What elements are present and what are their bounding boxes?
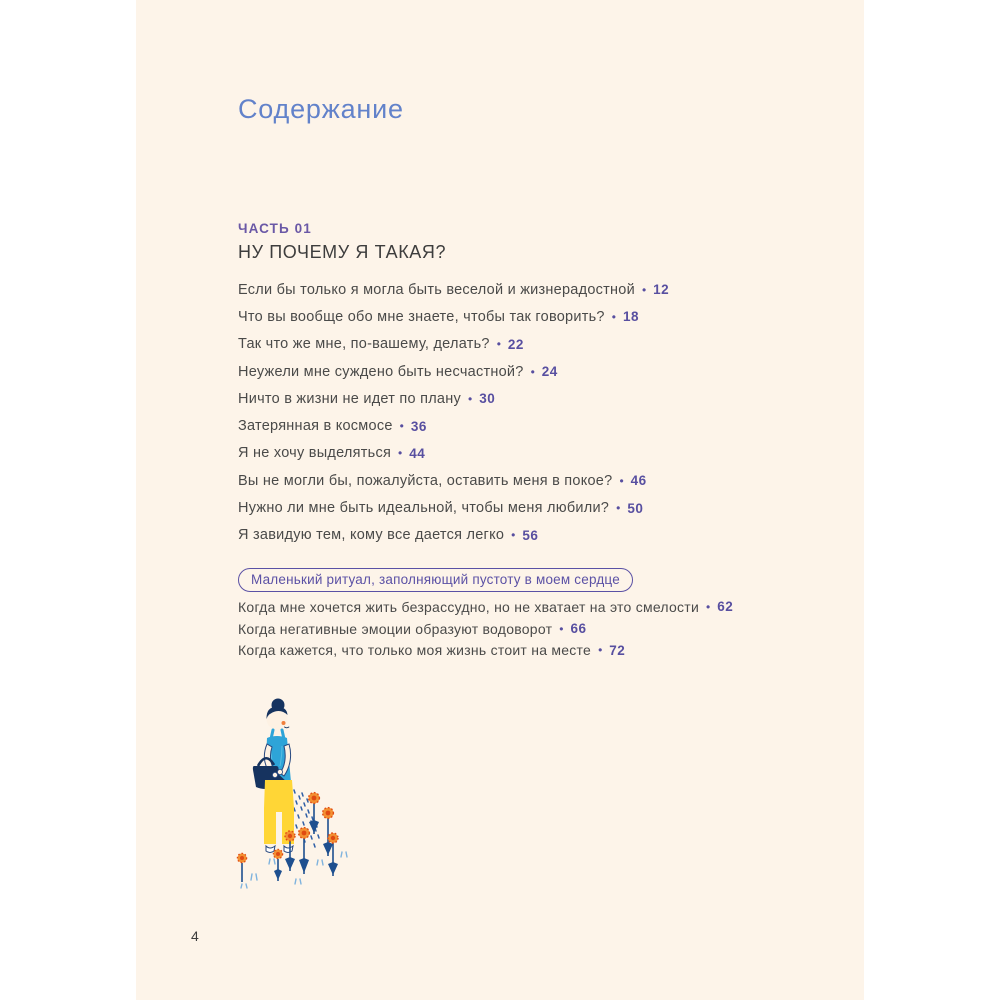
toc-entry bbox=[238, 640, 733, 662]
toc-entry bbox=[238, 522, 669, 549]
bullet-dot: • bbox=[398, 446, 403, 461]
entry-page-number: 18 bbox=[622, 309, 639, 325]
toc-list-main bbox=[238, 276, 669, 549]
entry-title: Если бы только я могла быть веселой и жизнерадостной bbox=[238, 281, 635, 298]
entry-page-number: 46 bbox=[630, 473, 647, 489]
bullet-dot: • bbox=[706, 599, 711, 614]
entry-page-number: 36 bbox=[410, 418, 427, 434]
entry-title: Так что же мне, по-вашему, делать? bbox=[238, 336, 490, 353]
page-title: Содержание bbox=[238, 94, 404, 124]
entry-page-number: 50 bbox=[627, 500, 644, 516]
bullet-dot: • bbox=[399, 419, 404, 434]
toc-entry bbox=[238, 276, 669, 303]
bullet-dot: • bbox=[619, 473, 624, 488]
entry-page-number: 62 bbox=[717, 599, 734, 615]
toc-entry bbox=[238, 467, 669, 494]
entry-page-number: 22 bbox=[507, 336, 524, 352]
book-page bbox=[136, 0, 864, 1000]
toc-entry bbox=[238, 358, 669, 385]
toc-entry bbox=[238, 494, 669, 521]
toc-entry bbox=[238, 440, 669, 467]
entry-title: Вы не могли бы, пожалуйста, оставить меня в покое? bbox=[238, 472, 613, 489]
entry-page-number: 30 bbox=[479, 391, 496, 407]
entry-page-number: 56 bbox=[522, 527, 539, 543]
entry-title: Затерянная в космосе bbox=[238, 418, 393, 435]
bullet-dot: • bbox=[496, 337, 501, 352]
entry-title: Когда кажется, что только моя жизнь стоит на месте bbox=[238, 642, 592, 659]
entry-title: Неужели мне суждено быть несчастной? bbox=[238, 363, 524, 380]
watering-woman-illustration bbox=[228, 694, 363, 889]
entry-title: Когда мне хочется жить безрассудно, но не хватает на это смелости bbox=[238, 598, 700, 615]
woman-figure bbox=[253, 699, 294, 853]
bullet-dot: • bbox=[511, 528, 516, 543]
bullet-dot: • bbox=[641, 282, 647, 297]
toc-entry bbox=[238, 385, 669, 412]
entry-title: Ничто в жизни не идет по плану bbox=[238, 390, 462, 407]
entry-title: Я не хочу выделяться bbox=[238, 445, 392, 462]
part-title: НУ ПОЧЕМУ Я ТАКАЯ? bbox=[238, 242, 447, 262]
toc-entry bbox=[238, 303, 669, 330]
entry-title: Я завидую тем, кому все дается легко bbox=[238, 527, 505, 544]
entry-title: Когда негативные эмоции образуют водоворот bbox=[238, 620, 553, 637]
entry-title: Нужно ли мне быть идеальной, чтобы меня любили? bbox=[238, 500, 610, 517]
entry-page-number: 12 bbox=[653, 282, 670, 298]
entry-page-number: 24 bbox=[541, 364, 558, 380]
ritual-box bbox=[238, 568, 633, 592]
bullet-dot: • bbox=[616, 501, 621, 516]
entry-page-number: 44 bbox=[409, 445, 426, 461]
entry-title: Что вы вообще обо мне знаете, чтобы так говорить? bbox=[238, 308, 605, 325]
entry-page-number: 72 bbox=[609, 642, 626, 658]
bullet-dot: • bbox=[559, 621, 564, 636]
entry-page-number: 66 bbox=[570, 621, 587, 637]
bullet-dot: • bbox=[530, 364, 535, 379]
toc-entry bbox=[238, 412, 669, 439]
bullet-dot: • bbox=[598, 643, 603, 658]
toc-list-ritual bbox=[238, 596, 733, 661]
toc-entry bbox=[238, 331, 669, 358]
toc-entry bbox=[238, 618, 733, 640]
page-number: 4 bbox=[191, 928, 199, 944]
bullet-dot: • bbox=[468, 391, 473, 406]
toc-entry bbox=[238, 596, 733, 618]
bullet-dot: • bbox=[611, 309, 616, 324]
ritual-box-label: Маленький ритуал, заполняющий пустоту в моем сердце bbox=[251, 572, 620, 587]
part-label: ЧАСТЬ 01 bbox=[238, 221, 312, 236]
